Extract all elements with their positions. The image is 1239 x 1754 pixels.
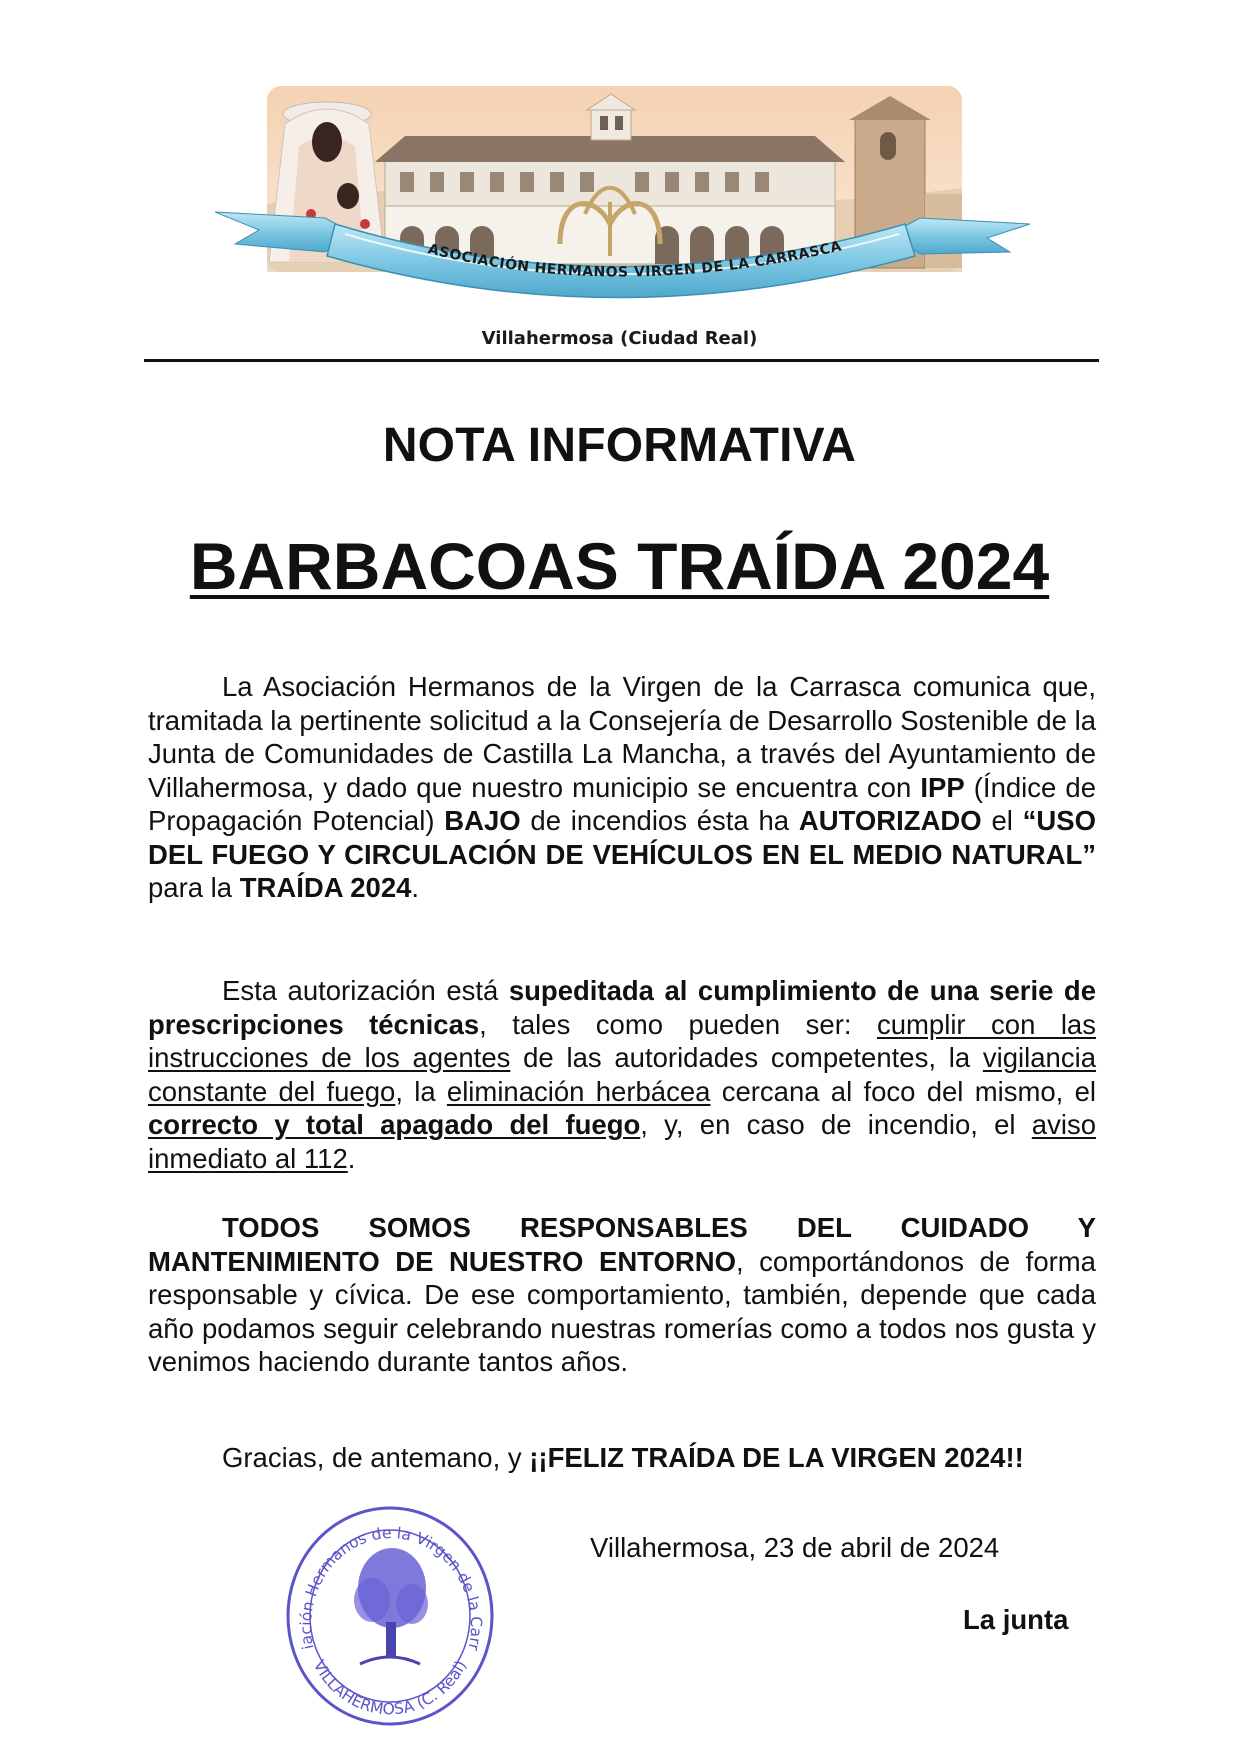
- paragraph-responsibility: [148, 1211, 1096, 1379]
- document-date: Villahermosa, 23 de abril de 2024: [590, 1532, 1000, 1563]
- banner-ribbon-text: ASOCIACIÓN HERMANOS VIRGEN DE LA CARRASCA: [426, 238, 844, 281]
- bold-run: TODOS SOMOS RESPONSABLES DEL CUIDADO Y MANTENIMIENTO DE NUESTRO ENTORNO: [148, 1212, 1096, 1277]
- text-run: (Índice de Propagación Potencial): [148, 771, 1096, 836]
- text-run: el: [981, 805, 1023, 836]
- bold-run: supeditada al cumplimiento de una serie de prescripciones técnicas: [148, 975, 1096, 1040]
- location-caption: Villahermosa (Ciudad Real): [481, 328, 758, 349]
- bold-run: AUTORIZADO: [798, 805, 982, 836]
- text-run: de incendios ésta ha: [520, 805, 799, 836]
- underlined-run: cumplir con las instrucciones de los agentes: [148, 1008, 1096, 1073]
- association-banner: [215, 84, 1030, 314]
- banner-illustration: [215, 84, 1030, 314]
- paragraph-authorization: [148, 670, 1096, 905]
- stamp-outer-text: iación Hermanos de la Virgen de la Carr: [296, 1523, 486, 1653]
- underlined-run: eliminación herbácea: [446, 1075, 711, 1107]
- underlined-run: vigilancia constante del fuego: [148, 1042, 1096, 1107]
- signature-line: La junta: [963, 1604, 1069, 1635]
- text-run: Gracias, de antemano, y: [222, 1442, 530, 1473]
- header-divider: [144, 359, 1099, 362]
- text-run: .: [347, 1142, 356, 1174]
- page-title: NOTA INFORMATIVA: [382, 419, 857, 472]
- text-run: Esta autorización está: [222, 975, 509, 1006]
- closing-thanks: [222, 1441, 1024, 1475]
- bold-run: “USO DEL FUEGO Y CIRCULACIÓN DE VEHÍCULOS EN EL MEDIO NATURAL”: [148, 805, 1096, 870]
- text-run: , la: [395, 1075, 447, 1107]
- bold-underlined-run: correcto y total apagado del fuego: [148, 1109, 641, 1140]
- underlined-run: aviso inmediato al 112: [148, 1109, 1096, 1174]
- page-subtitle: BARBACOAS TRAÍDA 2024: [189, 529, 1050, 603]
- text-run: de las autoridades competentes, la: [510, 1042, 983, 1073]
- paragraph-prescriptions: [148, 974, 1096, 1175]
- text-run: para la: [148, 872, 240, 903]
- text-run: , y, en caso de incendio, el: [640, 1109, 1032, 1140]
- stamp-bottom-text: VILLAHERMOSA (C. Real): [309, 1657, 471, 1719]
- tree-icon: [354, 1548, 428, 1664]
- text-run: , comportándonos de forma responsable y cívica. De ese comportamiento, también, depende que cada año podamos seguir celebrando nuestras romerías como a todos nos gusta y venimos haciendo durante tantos años.: [148, 1245, 1096, 1377]
- bold-run: TRAÍDA 2024: [239, 872, 412, 903]
- bold-run: BAJO: [444, 805, 521, 836]
- stamp-seal: [280, 1500, 500, 1732]
- text-run: , tales como pueden ser:: [479, 1008, 877, 1040]
- text-run: cercana al foco del mismo, el: [710, 1075, 1096, 1107]
- bold-run: IPP: [920, 771, 965, 803]
- text-run: La Asociación Hermanos de la Virgen de la Carrasca comunica que, tramitada la pertinente solicitud a la Consejería de Desarrollo Sostenible de la Junta de Comunidades de Castilla La Mancha, a través del Ayuntamiento de Villahermosa, y dado que nuestro municipio se encuentra con: [148, 671, 1096, 803]
- bold-run: ¡¡FELIZ TRAÍDA DE LA VIRGEN 2024!!: [529, 1442, 1024, 1473]
- text-run: .: [411, 872, 420, 903]
- association-stamp: [280, 1500, 500, 1732]
